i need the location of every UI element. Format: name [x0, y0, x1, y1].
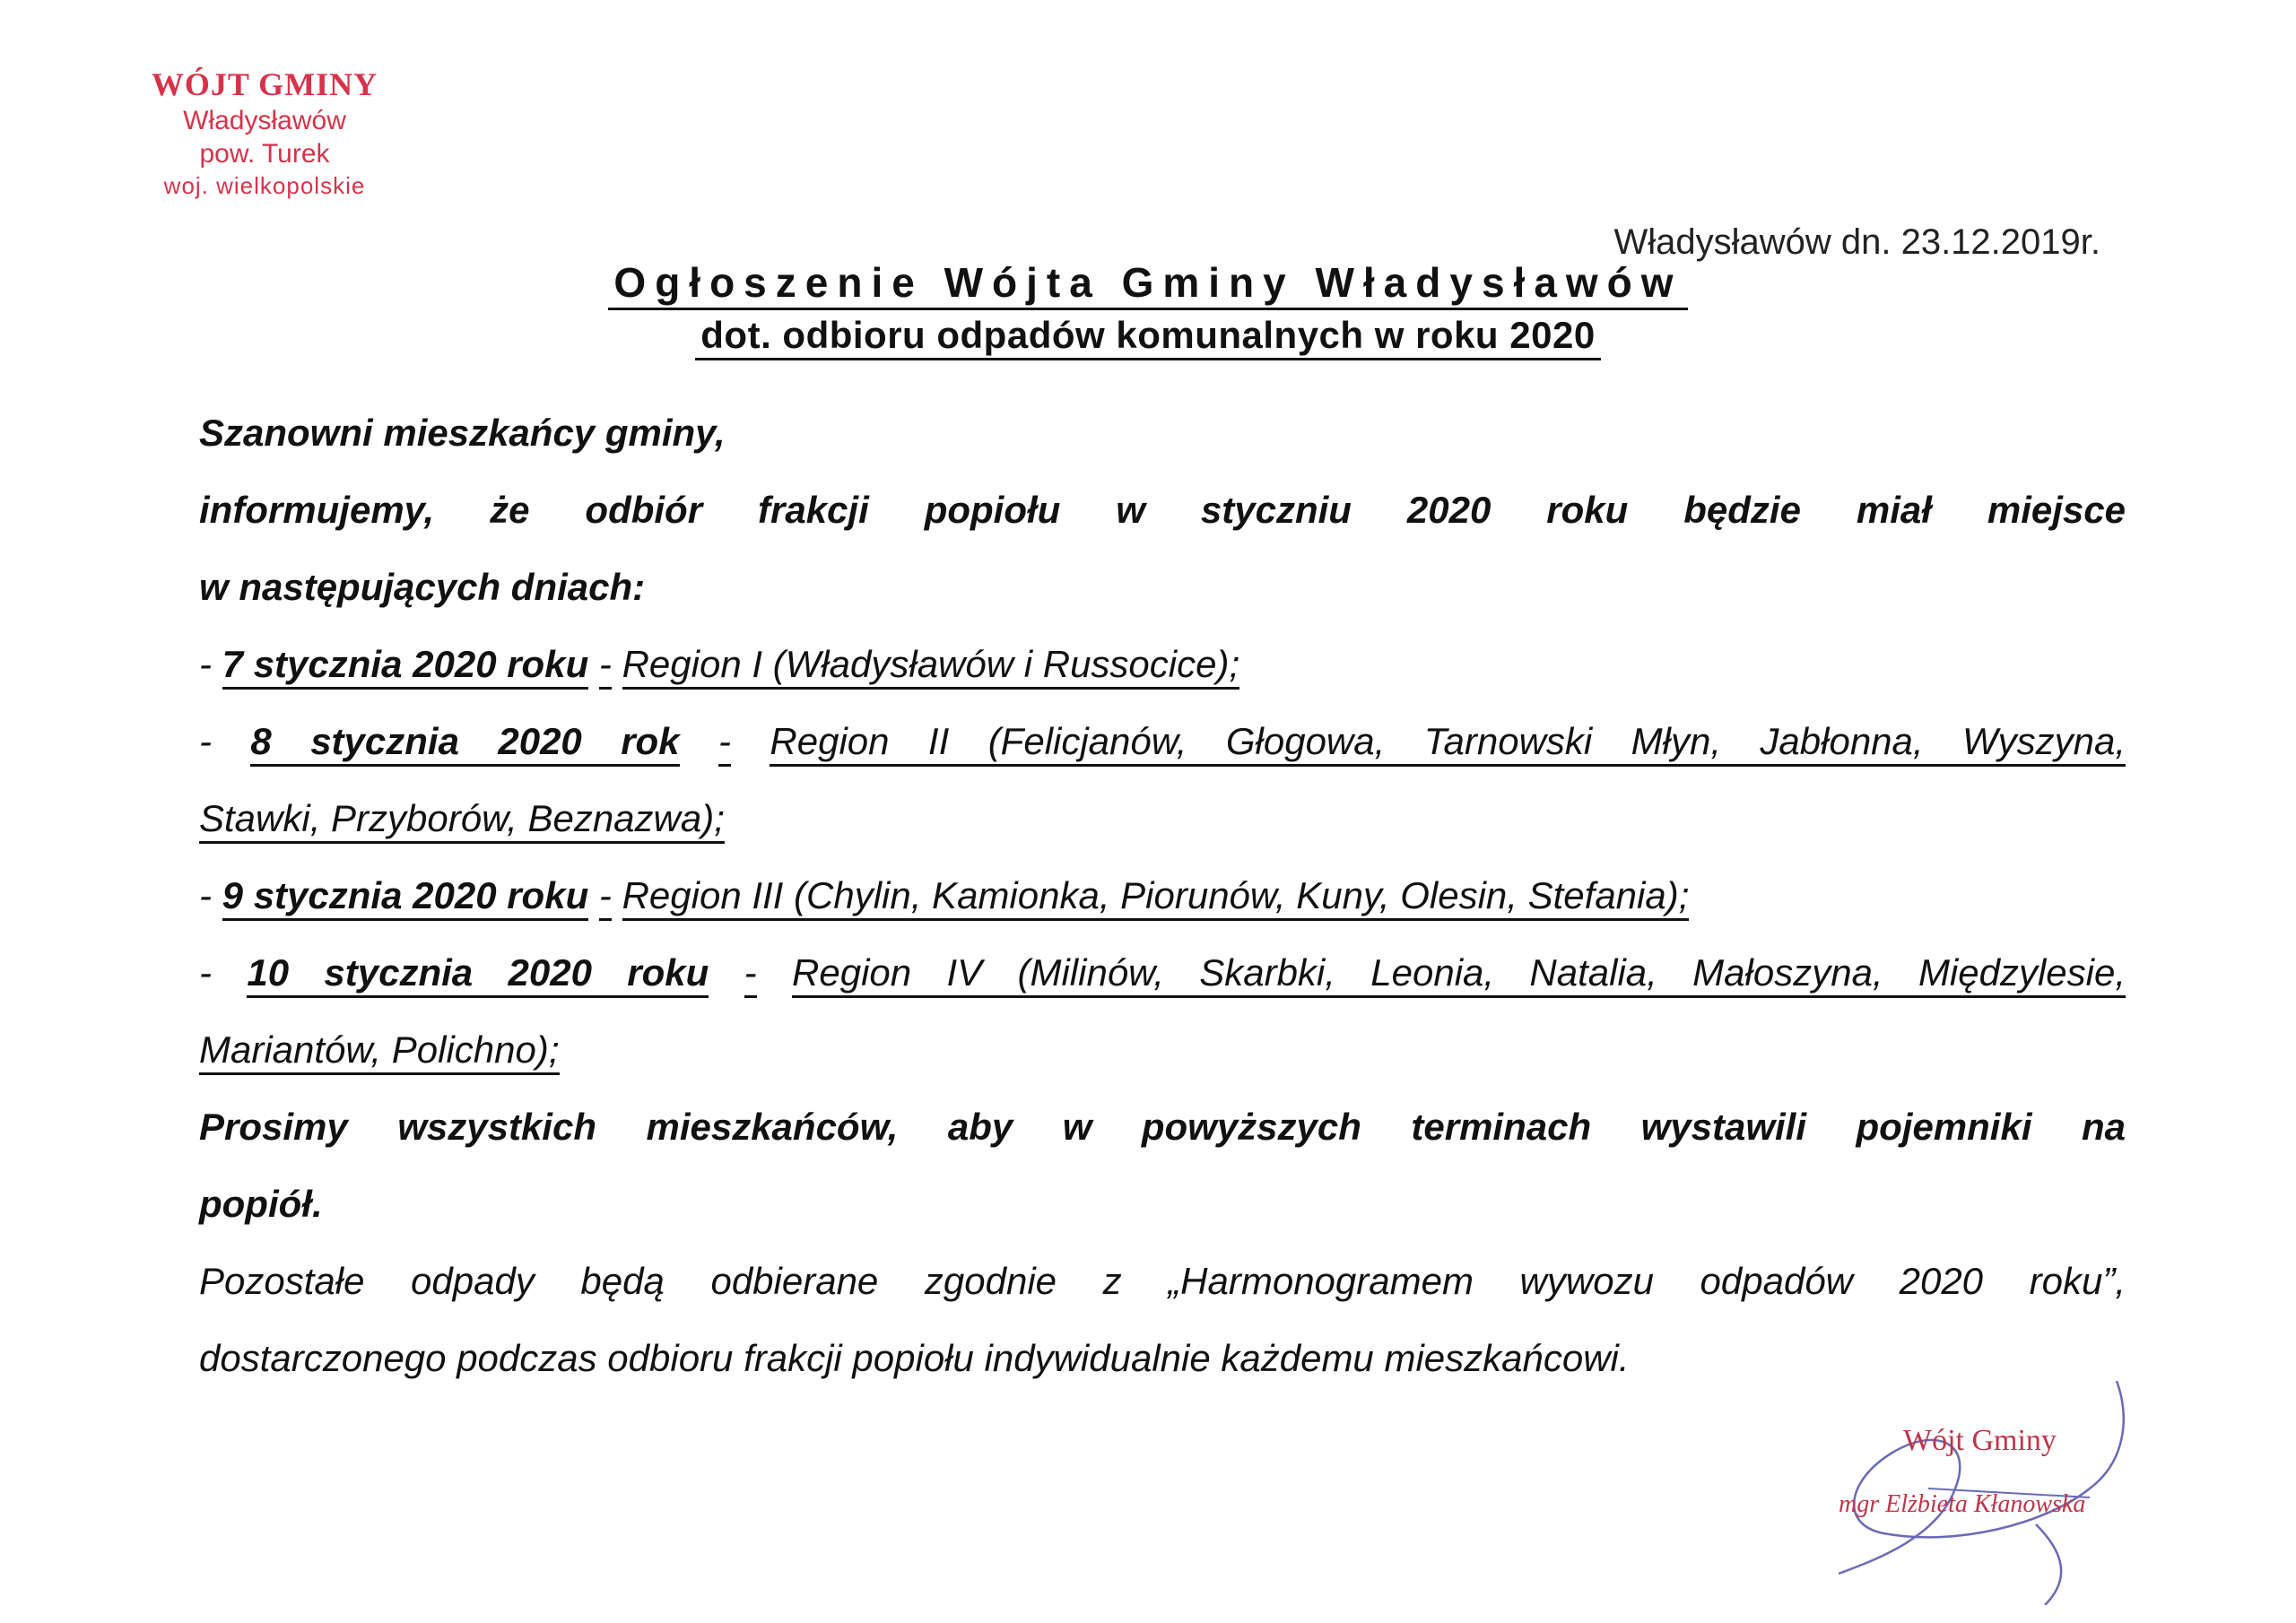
item-region: Region IV (Milinów, Skarbki, Leonia, Natalia, Małoszyna, Międzylesie, [792, 951, 2126, 998]
signature-block [1821, 1381, 2144, 1605]
schedule-item [199, 857, 2126, 934]
schedule-item-cont [199, 1011, 2126, 1089]
schedule-item-cont [199, 780, 2126, 857]
note-text-cont: dostarczonego podczas odbioru frakcji popiołu indywidualnie każdemu mieszkańcowi. [199, 1337, 1630, 1379]
official-stamp [117, 65, 413, 201]
item-separator: - [744, 951, 757, 998]
schedule-item [199, 703, 2126, 780]
item-dash: - [199, 874, 212, 916]
item-region-cont: Stawki, Przyborów, Beznazwa); [199, 797, 725, 844]
item-date: 9 stycznia 2020 roku [222, 874, 589, 921]
schedule-item [199, 934, 2126, 1011]
request-text: Prosimy wszystkich mieszkańców, aby w powyższych terminach wystawili pojemniki na [199, 1106, 2126, 1148]
item-dash: - [199, 643, 212, 685]
note-text: Pozostałe odpady będą odbierane zgodnie z „Harmonogramem wywozu odpadów 2020 roku”, [199, 1260, 2126, 1302]
document-body [199, 395, 2126, 1397]
item-region: Region II (Felicjanów, Głogowa, Tarnowski Młyn, Jabłonna, Wyszyna, [770, 720, 2126, 767]
intro-text-cont: w następujących dniach: [199, 566, 646, 608]
stamp-municipality: Władysławów [183, 106, 346, 135]
request-text-cont: popiół. [199, 1183, 323, 1225]
schedule-item [199, 626, 2126, 703]
item-region: Region I (Władysławów i Russocice); [622, 643, 1240, 690]
item-separator: - [718, 720, 731, 767]
item-region-cont: Mariantów, Polichno); [199, 1028, 560, 1075]
stamp-county: pow. Turek [199, 139, 330, 169]
item-dash: - [199, 720, 212, 762]
stamp-voivodeship: woj. wielkopolskie [163, 172, 366, 199]
item-date: 8 stycznia 2020 rok [250, 720, 679, 767]
greeting: Szanowni mieszkańcy gminy, [199, 412, 726, 454]
document-date: Władysławów dn. 23.12.2019r. [1613, 222, 2100, 262]
item-region: Region III (Chylin, Kamionka, Piorunów, Kuny, Olesin, Stefania); [622, 874, 1690, 921]
document-title [0, 258, 2296, 307]
item-date: 10 stycznia 2020 roku [247, 951, 709, 998]
item-separator: - [599, 643, 612, 690]
signature-name: mgr Elżbieta Kłanowska [1839, 1490, 2086, 1518]
item-date: 7 stycznia 2020 roku [222, 643, 589, 690]
title-line-2: dot. odbioru odpadów komunalnych w roku 2020 [695, 314, 1600, 360]
item-dash: - [199, 951, 212, 994]
document-subtitle [0, 314, 2296, 357]
intro-text: informujemy, że odbiór frakcji popiołu w styczniu 2020 roku będzie miał miejsce [199, 489, 2126, 531]
stamp-title: WÓJT GMINY [151, 66, 378, 102]
item-separator: - [599, 874, 612, 921]
signature-title: Wójt Gminy [1903, 1424, 2057, 1457]
title-line-1: Ogłoszenie Wójta Gminy Władysławów [608, 259, 1687, 310]
